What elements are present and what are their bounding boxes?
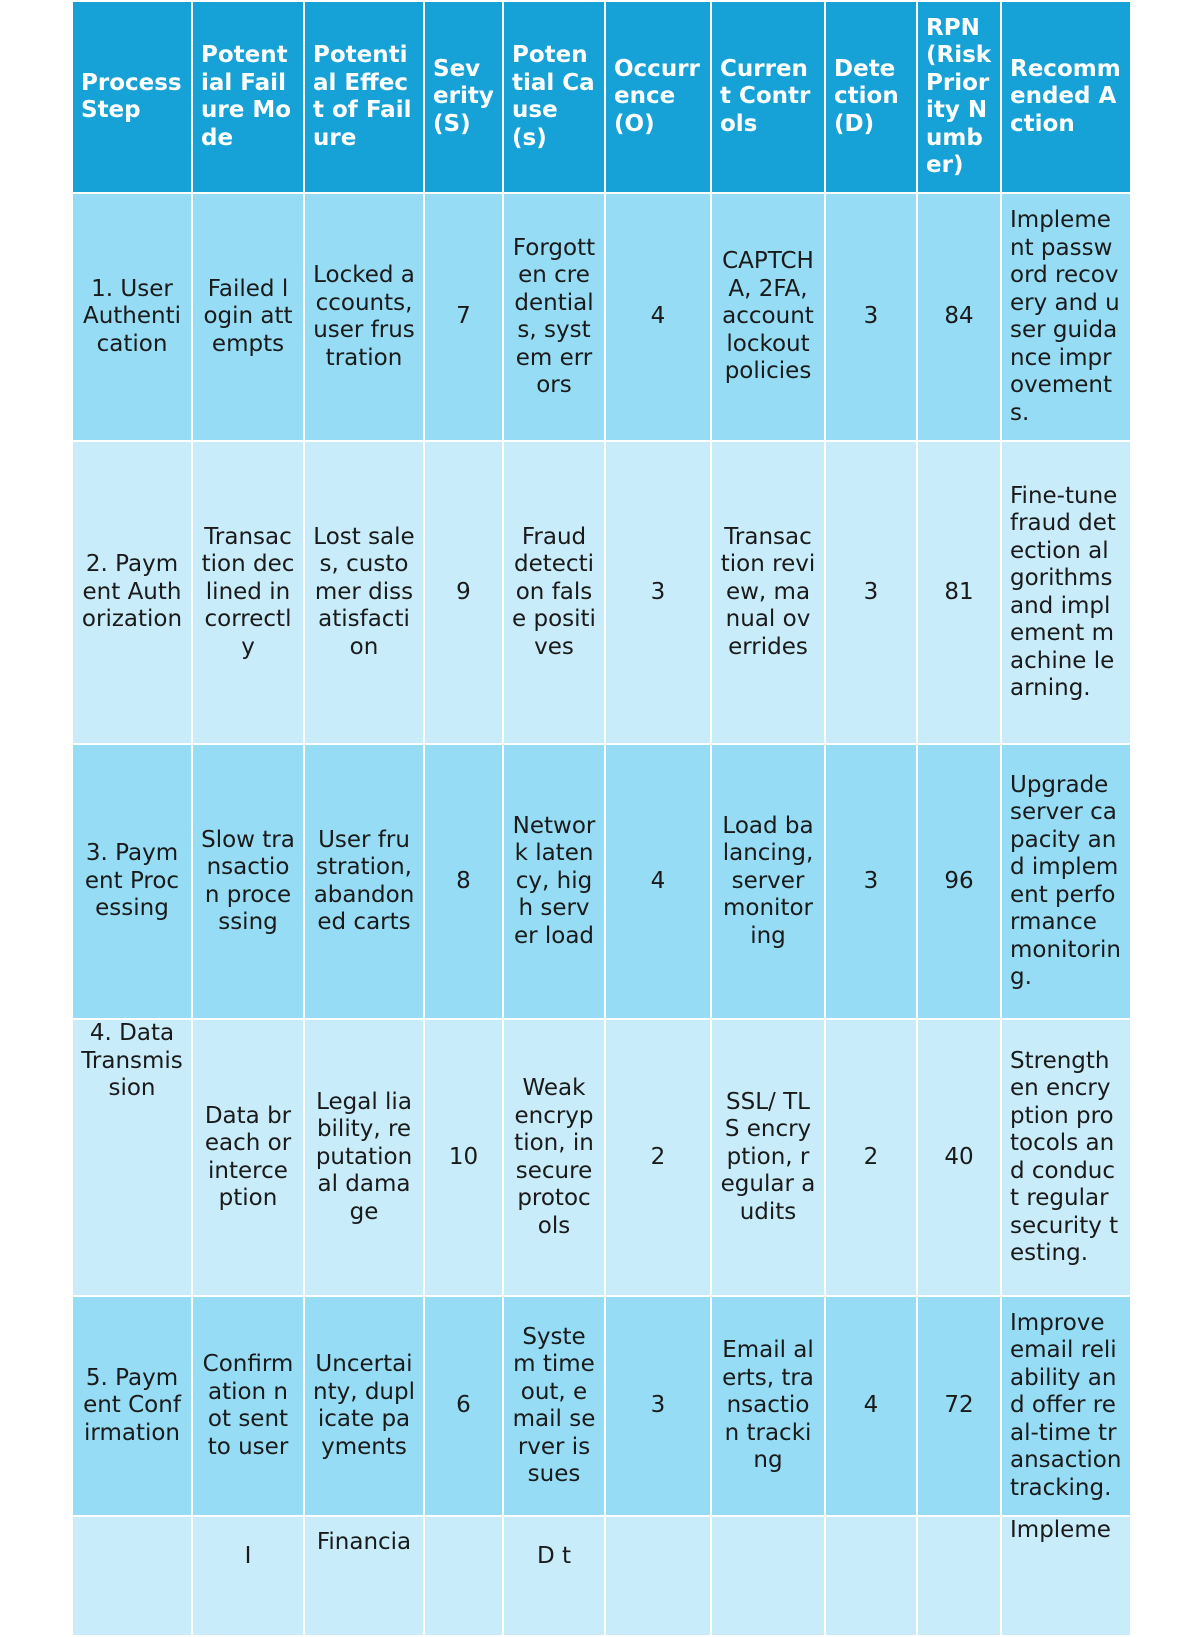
header-rpn: RPN (Risk Priority Number) xyxy=(917,1,1001,193)
cell-failure-mode: Slow transaction processing xyxy=(192,744,304,1019)
cell-cause: Weak encryption, insecure protocols xyxy=(503,1019,605,1296)
cell-recommended-action: Upgrade server capacity and implement performance monitoring. xyxy=(1001,744,1131,1019)
cell-process-step: 5. Payment Confirmation xyxy=(72,1296,192,1516)
cell-severity: 6 xyxy=(424,1296,503,1516)
cell-severity: 9 xyxy=(424,441,503,744)
cell-detection: 3 xyxy=(825,744,917,1019)
header-cause: Potential Cause (s) xyxy=(503,1,605,193)
cell-controls: Transaction review, manual overrides xyxy=(711,441,825,744)
cell-occurrence: 4 xyxy=(605,193,711,441)
cell-rpn xyxy=(917,1516,1001,1636)
cell-effect: User frustration, abandoned carts xyxy=(304,744,424,1019)
header-occurrence: Occurrence (O) xyxy=(605,1,711,193)
cell-recommended-action: Improve email reliability and offer real-time transaction tracking. xyxy=(1001,1296,1131,1516)
cell-failure-mode: Data breach or interception xyxy=(192,1019,304,1296)
cell-effect: Legal liability, reputational damage xyxy=(304,1019,424,1296)
header-effect: Potential Effect of Failure xyxy=(304,1,424,193)
cell-detection xyxy=(825,1516,917,1636)
cell-failure-mode: I xyxy=(192,1516,304,1636)
cell-effect: Financia xyxy=(304,1516,424,1636)
cell-detection: 3 xyxy=(825,441,917,744)
cell-cause: Forgotten credentials, system errors xyxy=(503,193,605,441)
cell-rpn: 96 xyxy=(917,744,1001,1019)
header-severity: Severity (S) xyxy=(424,1,503,193)
cell-controls: CAPTCHA, 2FA, account lockout policies xyxy=(711,193,825,441)
header-process-step: Process Step xyxy=(72,1,192,193)
table-row xyxy=(72,744,1131,1019)
cell-occurrence: 2 xyxy=(605,1019,711,1296)
cell-severity: 8 xyxy=(424,744,503,1019)
cell-recommended-action: Impleme xyxy=(1001,1516,1131,1636)
table-row xyxy=(72,193,1131,441)
cell-controls: Load balancing, server monitoring xyxy=(711,744,825,1019)
cell-cause: D t xyxy=(503,1516,605,1636)
cell-cause: Network latency, high server load xyxy=(503,744,605,1019)
cell-severity xyxy=(424,1516,503,1636)
header-row xyxy=(72,1,1131,193)
cell-recommended-action: Implement password recovery and user guidance improvements. xyxy=(1001,193,1131,441)
header-recommended-action: Recommended Action xyxy=(1001,1,1131,193)
cell-failure-mode: Confirmation not sent to user xyxy=(192,1296,304,1516)
cell-process-step: 2. Payment Authorization xyxy=(72,441,192,744)
cell-occurrence: 3 xyxy=(605,1296,711,1516)
cell-process-step: 3. Payment Processing xyxy=(72,744,192,1019)
cell-effect: Lost sales, customer dissatisfaction xyxy=(304,441,424,744)
cell-occurrence: 4 xyxy=(605,744,711,1019)
cell-occurrence xyxy=(605,1516,711,1636)
table-row xyxy=(72,1019,1131,1296)
cell-process-step xyxy=(72,1516,192,1636)
cell-cause: System timeout, email server issues xyxy=(503,1296,605,1516)
cell-detection: 3 xyxy=(825,193,917,441)
cell-process-step: 1. User Authentication xyxy=(72,193,192,441)
fmea-page xyxy=(71,0,1130,1569)
cell-rpn: 84 xyxy=(917,193,1001,441)
cell-effect: Locked accounts, user frustration xyxy=(304,193,424,441)
header-detection: Detection (D) xyxy=(825,1,917,193)
table-row xyxy=(72,441,1131,744)
cell-rpn: 81 xyxy=(917,441,1001,744)
cell-recommended-action: Fine-tune fraud detection algorithms and implement machine learning. xyxy=(1001,441,1131,744)
cell-severity: 7 xyxy=(424,193,503,441)
cell-controls: Email alerts, transaction tracking xyxy=(711,1296,825,1516)
cell-process-step: 4. Data Transmission xyxy=(72,1019,192,1296)
cell-failure-mode: Failed login attempts xyxy=(192,193,304,441)
cell-controls: SSL/ TLS encryption, regular audits xyxy=(711,1019,825,1296)
cell-severity: 10 xyxy=(424,1019,503,1296)
cell-recommended-action: Strengthen encryption protocols and conduct regular security testing. xyxy=(1001,1019,1131,1296)
cell-rpn: 72 xyxy=(917,1296,1001,1516)
cell-failure-mode: Transaction declined incorrectly xyxy=(192,441,304,744)
cell-detection: 2 xyxy=(825,1019,917,1296)
cell-detection: 4 xyxy=(825,1296,917,1516)
cell-rpn: 40 xyxy=(917,1019,1001,1296)
cell-occurrence: 3 xyxy=(605,441,711,744)
fmea-table xyxy=(71,0,1132,1637)
cell-effect: Uncertainty, duplicate payments xyxy=(304,1296,424,1516)
table-row xyxy=(72,1296,1131,1516)
cell-controls xyxy=(711,1516,825,1636)
header-controls: Current Controls xyxy=(711,1,825,193)
header-failure-mode: Potential Failure Mode xyxy=(192,1,304,193)
table-row xyxy=(72,1516,1131,1636)
cell-cause: Fraud detection false positives xyxy=(503,441,605,744)
